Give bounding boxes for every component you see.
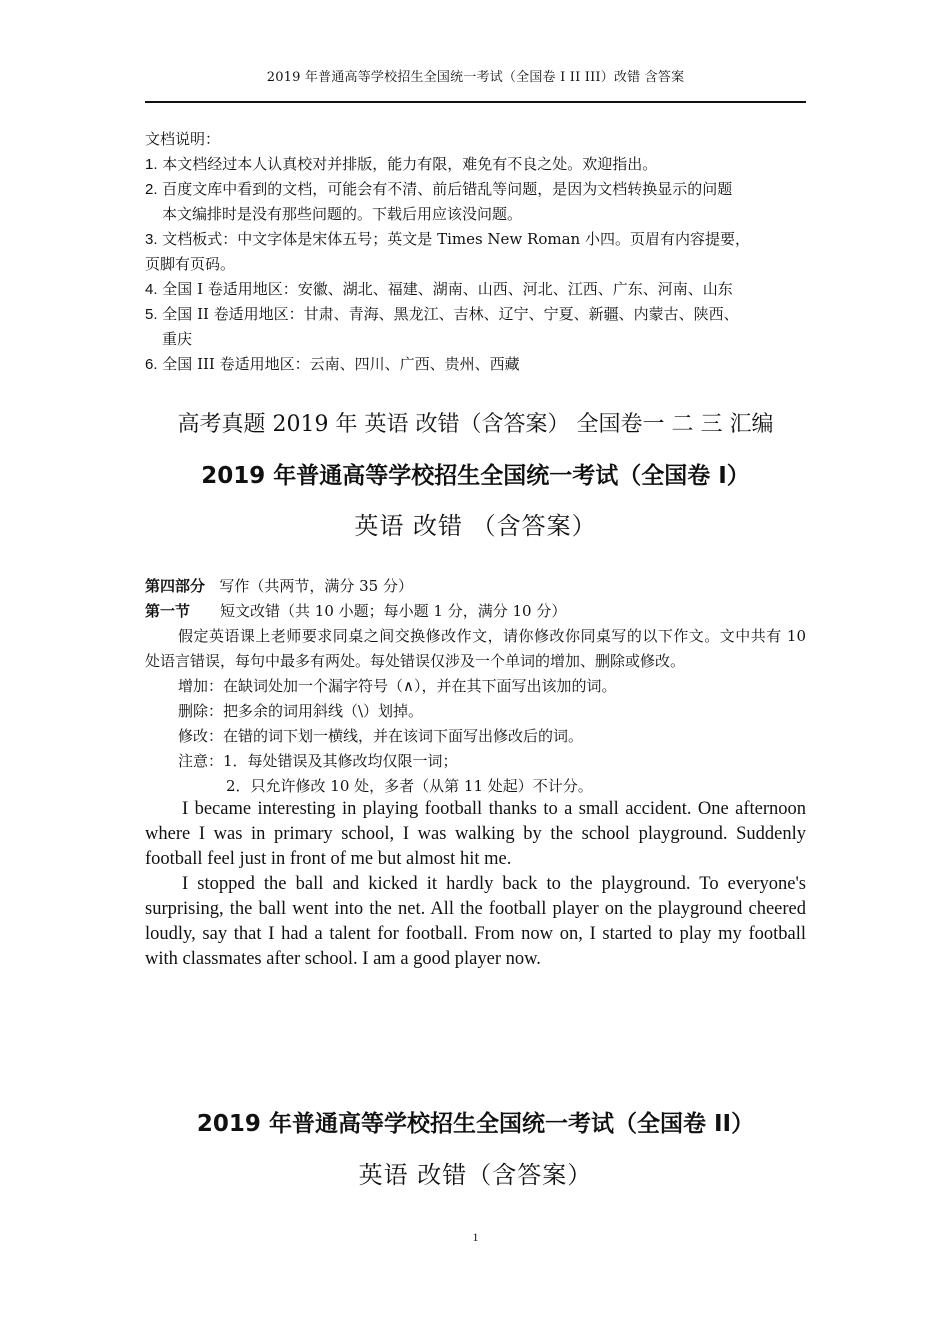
notes-item-text: 文档板式：中文字体是宋体五号；英文是 Times New Roman 小四。页眉有内容提要， bbox=[162, 230, 750, 248]
exam2-subtitle: 英语 改错（含答案） bbox=[358, 1161, 593, 1189]
notes-item-text: 全国 I 卷适用地区：安徽、湖北、福建、湖南、山西、河北、江西、广东、河南、山东 bbox=[162, 280, 733, 298]
notes-item bbox=[145, 177, 806, 202]
exam1-title: 2019 年普通高等学校招生全国统一考试（全国卷 I） bbox=[201, 463, 750, 489]
exam2-title: 2019 年普通高等学校招生全国统一考试（全国卷 II） bbox=[196, 1111, 755, 1137]
notes-item-text: 本文档经过本人认真校对并排版，能力有限，难免有不良之处。欢迎指出。 bbox=[162, 155, 658, 173]
page-number: 1 bbox=[472, 1230, 479, 1244]
notes-item-text: 全国 II 卷适用地区：甘肃、青海、黑龙江、吉林、辽宁、宁夏、新疆、内蒙古、陕西、 bbox=[162, 305, 739, 323]
essay-passage bbox=[145, 797, 806, 972]
part-heading bbox=[145, 574, 806, 599]
notes-item-text: 百度文库中看到的文档，可能会有不清、前后错乱等问题，是因为文档转换显示的问题 bbox=[162, 180, 733, 198]
notes-item bbox=[145, 227, 806, 252]
notes-item-number: 1. bbox=[145, 156, 158, 173]
section-heading bbox=[145, 599, 806, 624]
passage-paragraph-1: I became interesting in playing football thanks to a small accident. One afternoon where I was in primary school, I was walking by the school playground. Suddenly football feel just in front of me but almost hit me. bbox=[145, 799, 806, 869]
instruction-paragraph: 假定英语课上老师要求同桌之间交换修改作文，请你修改你同桌写的以下作文。文中共有 10 处语言错误，每句中最多有两处。每处错误仅涉及一个单词的增加、删除或修改。 bbox=[145, 627, 806, 670]
notes-item-number: 6. bbox=[145, 356, 158, 373]
note-2: 2．只允许修改 10 处，多者（从第 11 处起）不计分。 bbox=[226, 777, 593, 795]
notes-item-number: 2. bbox=[145, 181, 158, 198]
notes-item-text: 全国 III 卷适用地区：云南、四川、广西、贵州、西藏 bbox=[162, 355, 520, 373]
rule-delete: 删除：把多余的词用斜线（\）划掉。 bbox=[178, 702, 424, 720]
summary-title: 高考真题 2019 年 英语 改错（含答案） 全国卷一 二 三 汇编 bbox=[177, 412, 774, 437]
notes-item-number: 5. bbox=[145, 306, 158, 323]
notes-item-continuation: 本文编排时是没有那些问题的。下载后用应该没问题。 bbox=[162, 205, 523, 223]
notes-item bbox=[145, 277, 806, 302]
writing-section bbox=[145, 574, 806, 799]
notes-title: 文档说明： bbox=[145, 130, 221, 148]
notes-item bbox=[145, 152, 806, 177]
notes-item-continuation: 重庆 bbox=[162, 330, 193, 348]
notes-item bbox=[145, 302, 806, 327]
part-label: 第四部分 bbox=[145, 577, 206, 595]
passage-paragraph-2: I stopped the ball and kicked it hardly back to the playground. To everyone's surprising, the ball went into the net. All the football player on the playground cheered loudly, say that I had a talent for football. From now on, I started to play my football with classmates after school. I am a good player now. bbox=[145, 874, 806, 969]
notes-item bbox=[145, 352, 806, 377]
notes-item-number: 4. bbox=[145, 281, 158, 298]
page-header: 2019 年普通高等学校招生全国统一考试（全国卷 I II III）改错 含答案 bbox=[266, 70, 685, 85]
notes-item-number: 3. bbox=[145, 231, 158, 248]
notes-item-continuation: 页脚有页码。 bbox=[145, 255, 236, 273]
exam1-subtitle: 英语 改错 （含答案） bbox=[354, 512, 597, 540]
note-1: 注意：1．每处错误及其修改均仅限一词； bbox=[178, 752, 458, 770]
rule-add: 增加：在缺词处加一个漏字符号（∧），并在其下面写出该加的词。 bbox=[178, 677, 617, 695]
section-label: 第一节 bbox=[145, 602, 191, 620]
section-text: 短文改错（共 10 小题；每小题 1 分，满分 10 分） bbox=[220, 602, 567, 620]
part-text: 写作（共两节，满分 35 分） bbox=[219, 577, 413, 595]
rule-modify: 修改：在错的词下划一横线，并在该词下面写出修改后的词。 bbox=[178, 727, 584, 745]
document-notes bbox=[145, 127, 806, 377]
header-rule bbox=[145, 101, 806, 103]
